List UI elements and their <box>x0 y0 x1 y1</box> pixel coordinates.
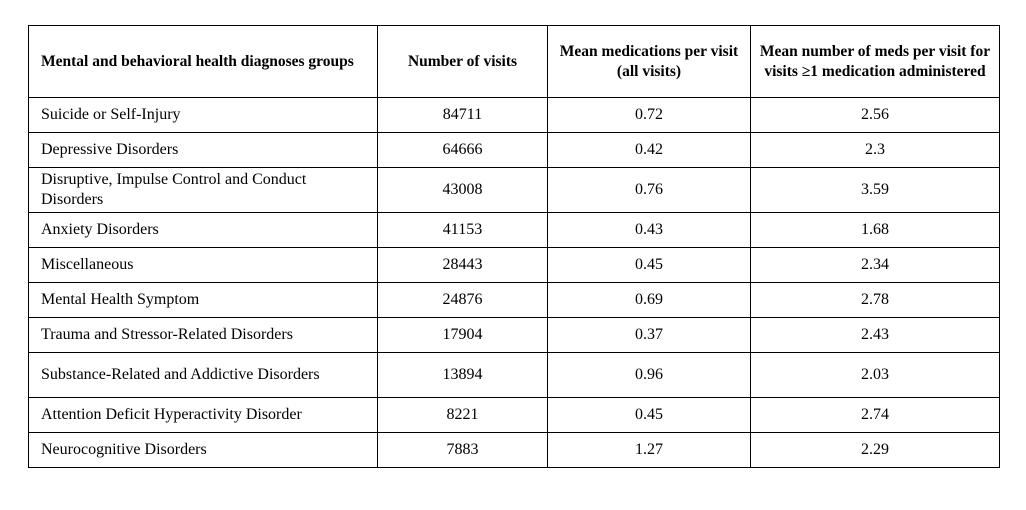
cell-mean-medications-all: 0.72 <box>548 98 751 133</box>
table-row <box>29 283 1000 318</box>
table-row <box>29 98 1000 133</box>
cell-mean-meds-administered: 2.03 <box>751 353 1000 398</box>
cell-number-of-visits: 64666 <box>378 133 548 168</box>
table-header-row <box>29 26 1000 98</box>
cell-mean-meds-administered: 2.34 <box>751 248 1000 283</box>
cell-number-of-visits: 17904 <box>378 318 548 353</box>
header-mean-meds-visits-with-medication: Mean number of meds per visit for visits ≥1 medication administered <box>751 26 1000 98</box>
table-row <box>29 248 1000 283</box>
cell-mean-medications-all: 0.42 <box>548 133 751 168</box>
table-row <box>29 353 1000 398</box>
cell-number-of-visits: 28443 <box>378 248 548 283</box>
cell-mean-medications-all: 0.76 <box>548 168 751 213</box>
cell-diagnosis-group: Disruptive, Impulse Control and Conduct Disorders <box>29 168 378 213</box>
cell-mean-meds-administered: 2.43 <box>751 318 1000 353</box>
cell-diagnosis-group: Attention Deficit Hyperactivity Disorder <box>29 398 378 433</box>
cell-mean-medications-all: 0.37 <box>548 318 751 353</box>
cell-diagnosis-group: Mental Health Symptom <box>29 283 378 318</box>
cell-number-of-visits: 41153 <box>378 213 548 248</box>
header-diagnoses-group: Mental and behavioral health diagnoses groups <box>29 26 378 98</box>
header-mean-medications-all-visits: Mean medications per visit (all visits) <box>548 26 751 98</box>
cell-diagnosis-group: Anxiety Disorders <box>29 213 378 248</box>
cell-mean-meds-administered: 2.74 <box>751 398 1000 433</box>
cell-mean-medications-all: 0.43 <box>548 213 751 248</box>
cell-diagnosis-group: Suicide or Self-Injury <box>29 98 378 133</box>
table-row <box>29 213 1000 248</box>
cell-mean-meds-administered: 3.59 <box>751 168 1000 213</box>
cell-mean-meds-administered: 2.78 <box>751 283 1000 318</box>
table-row <box>29 318 1000 353</box>
cell-diagnosis-group: Depressive Disorders <box>29 133 378 168</box>
cell-number-of-visits: 8221 <box>378 398 548 433</box>
cell-mean-meds-administered: 2.29 <box>751 433 1000 468</box>
cell-mean-meds-administered: 2.56 <box>751 98 1000 133</box>
cell-mean-medications-all: 0.69 <box>548 283 751 318</box>
cell-mean-meds-administered: 2.3 <box>751 133 1000 168</box>
cell-mean-medications-all: 0.45 <box>548 398 751 433</box>
cell-diagnosis-group: Miscellaneous <box>29 248 378 283</box>
cell-number-of-visits: 13894 <box>378 353 548 398</box>
cell-number-of-visits: 24876 <box>378 283 548 318</box>
cell-diagnosis-group: Substance-Related and Addictive Disorders <box>29 353 378 398</box>
table-row <box>29 433 1000 468</box>
cell-mean-medications-all: 1.27 <box>548 433 751 468</box>
header-number-of-visits: Number of visits <box>378 26 548 98</box>
cell-mean-meds-administered: 1.68 <box>751 213 1000 248</box>
diagnoses-medications-table <box>28 25 1000 468</box>
table-row <box>29 168 1000 213</box>
cell-number-of-visits: 84711 <box>378 98 548 133</box>
cell-number-of-visits: 43008 <box>378 168 548 213</box>
cell-diagnosis-group: Neurocognitive Disorders <box>29 433 378 468</box>
table-row <box>29 398 1000 433</box>
cell-diagnosis-group: Trauma and Stressor-Related Disorders <box>29 318 378 353</box>
cell-mean-medications-all: 0.45 <box>548 248 751 283</box>
cell-mean-medications-all: 0.96 <box>548 353 751 398</box>
cell-number-of-visits: 7883 <box>378 433 548 468</box>
table-row <box>29 133 1000 168</box>
